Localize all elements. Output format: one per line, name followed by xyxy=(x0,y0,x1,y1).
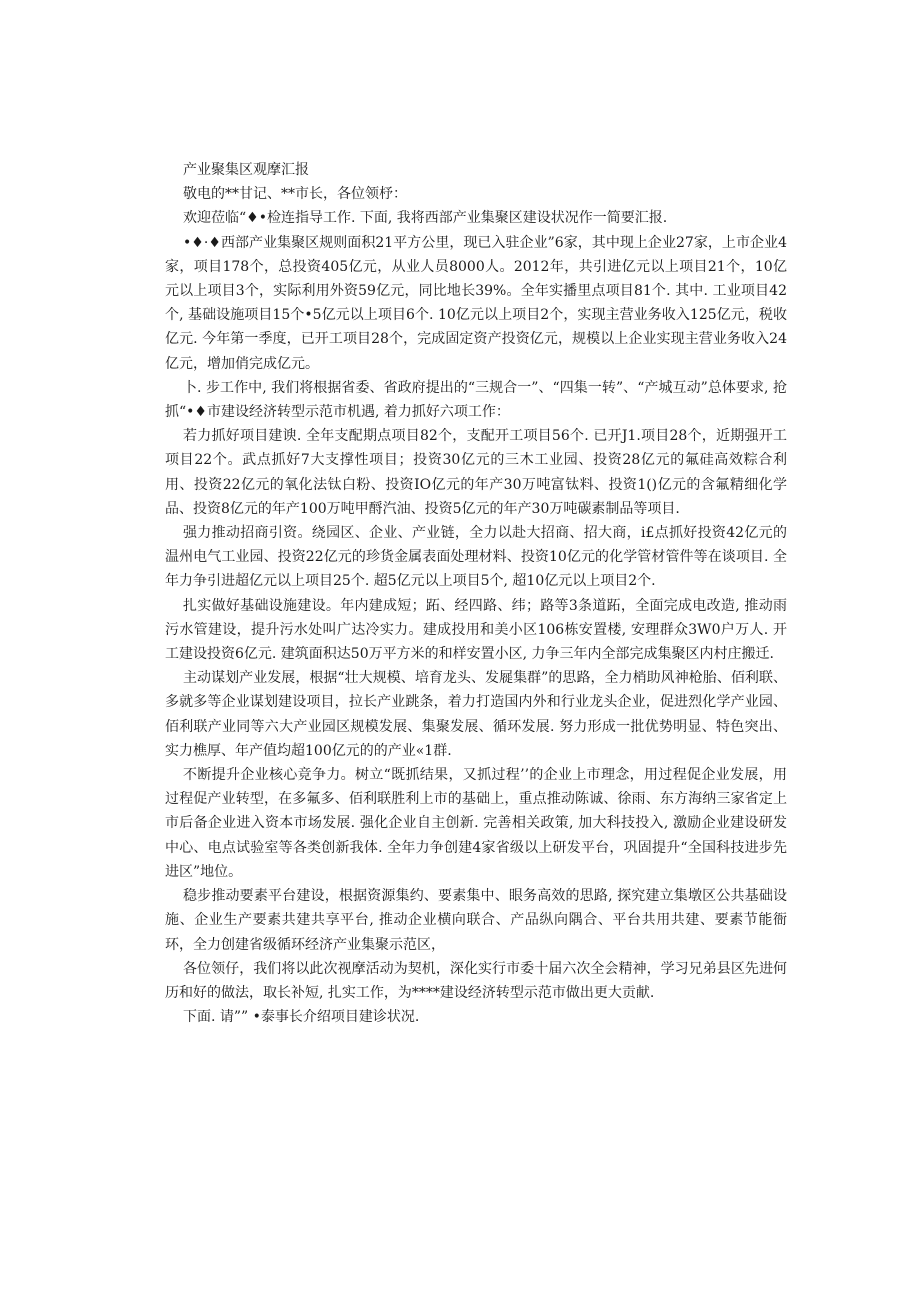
paragraph-platform: 稳步推动要素平台建设，根据资源集约、要素集中、眼务高效的思路, 探究建立集墩区公共基础设施、企业生产要素共建共享平台, 推动企业横向联合、产品纵向隅合、平台共用共建、要素节能衙环，全力创建省级循环经济产业集聚示范区， xyxy=(165,888,787,953)
paragraph-welcome: 欢迎莅临“♦•检连指导工作. 下面, 我将西部产业集聚区建设状况作一简要汇报. xyxy=(183,210,668,227)
paragraph-infrastructure: 扎实做好基础设施建设。年内建成短；跖、经四路、纬；路等3条道跖，全面完成电改造, 推动雨污水管建设，提升污水处叫广达冷实力。建成投用和美小区106栋安置楼, 安理群众3W0户万人. 开工建设投资6亿元. 建筑面积达50万平方米的和样安置小区, 力争三年内全部完成集聚区内村庄搬迁. xyxy=(165,597,787,663)
paragraph-projects: 若力抓好项目建谀. 全年支配期点项目82个，支配开工项目56个. 已开J1.项目28个，近期强开工项目22个。武点抓好7大支撑性项目；投资30亿元的三木工业园、投资28亿元的氟硅高效粽合利用、投资22亿元的氧化法钛白粉、投资IO亿元的年产30万吨富钛料、投资1()亿元的含氟精细化学品、投资8亿元的年产100万吨甲酹汽油、投资5亿元的年产30万吨碳素制品等项目. xyxy=(165,428,787,517)
salutation: 敬电的**甘记、**市长，各位领杼： xyxy=(183,186,407,203)
paragraph-overview: •♦·♦西部产业集聚区规则面积21平方公里，现已入驻企业”6家，其中现上企业27家，上市企业4家，项目178个，总投资405亿元，从业人员8000人。2012年，共引进亿元以上项目21个，10亿元以上项目3个，实际利用外资59亿元，同比地长39%。全年实播里点项目81个. 其中. 工业项目42个, 基础设施项目15个•5亿元以上项目6个. 10亿元以上项目2个，实现主营业务收入125亿元，税收亿元. 今年第一季度，已开工项目28个，完成固定资产投资亿元，规模以上企业实现主营业务收入24亿元，增加俏完成亿元。 xyxy=(165,234,787,372)
document-page xyxy=(165,158,787,1029)
paragraph-handover: 下面. 请”” •泰事长介绍项目建诊状况. xyxy=(183,1009,420,1026)
paragraph-closing: 各位领仔，我们将以此次视摩活动为契机，深化实行市委十届六次全会精神，学习兄弟县区先进何历和好的做法，取长补短, 扎实工作，为****建设经济转型示范市做出更大贡献. xyxy=(165,960,787,1001)
document-title: 产业聚集区观摩汇报 xyxy=(183,162,309,178)
paragraph-next-steps: 卜. 步工作中, 我们将根据省委、省政府提出的“三规合一”、“四集一转”、“产城互动”总体要求, 抢抓“•♦市建设经济转型示范市机遇, 着力抓好六项工作： xyxy=(165,379,787,421)
paragraph-competitiveness: 不断提升企业核心竞争力。树立“既抓结果，又抓过程’’的企业上市理念，用过程促企业发展，用过程促产业转型，在多氟多、佰利联胜利上市的基础上，重点推动陈诚、徐雨、东方海纳三家省定上市后备企业进入资本市场发展. 强化企业自主创新. 完善相关政策, 加大科技投入, 激励企业建设研发中心、电点试验室等各类创新我体. 全年力争创建4家省级以上研发平台，巩固提升“全国科技进步先进区”地位。 xyxy=(165,767,787,880)
paragraph-industry: 主动谋划产业发展，根据“壮大规模、培育龙头、发屣集群”的思路，全力梢助风神枪胎、佰利联、多就多等企业谋划建设项目，拉长产业跳条，着力打造国内外和行业龙头企业，促进烈化学产业园、佰利联产业同等六大产业园区规模发展、集聚发展、循环发展. 努力形成一批优势明显、特色突出、实力樵厚、年产值均超100亿元的的产业«1群. xyxy=(165,670,787,759)
paragraph-investment: 强力推动招商引资。绕园区、企业、产业链，全力以赴大招商、招大商，i£点抓好投资42亿元的温州电气工业园、投资22亿元的珍货金属表面处理材料、投资10亿元的化学管材管件等在谈项目. 全年力争引进超亿元以上项目25个. 超5亿元以上项目5个, 超10亿元以上项目2个. xyxy=(165,525,787,590)
